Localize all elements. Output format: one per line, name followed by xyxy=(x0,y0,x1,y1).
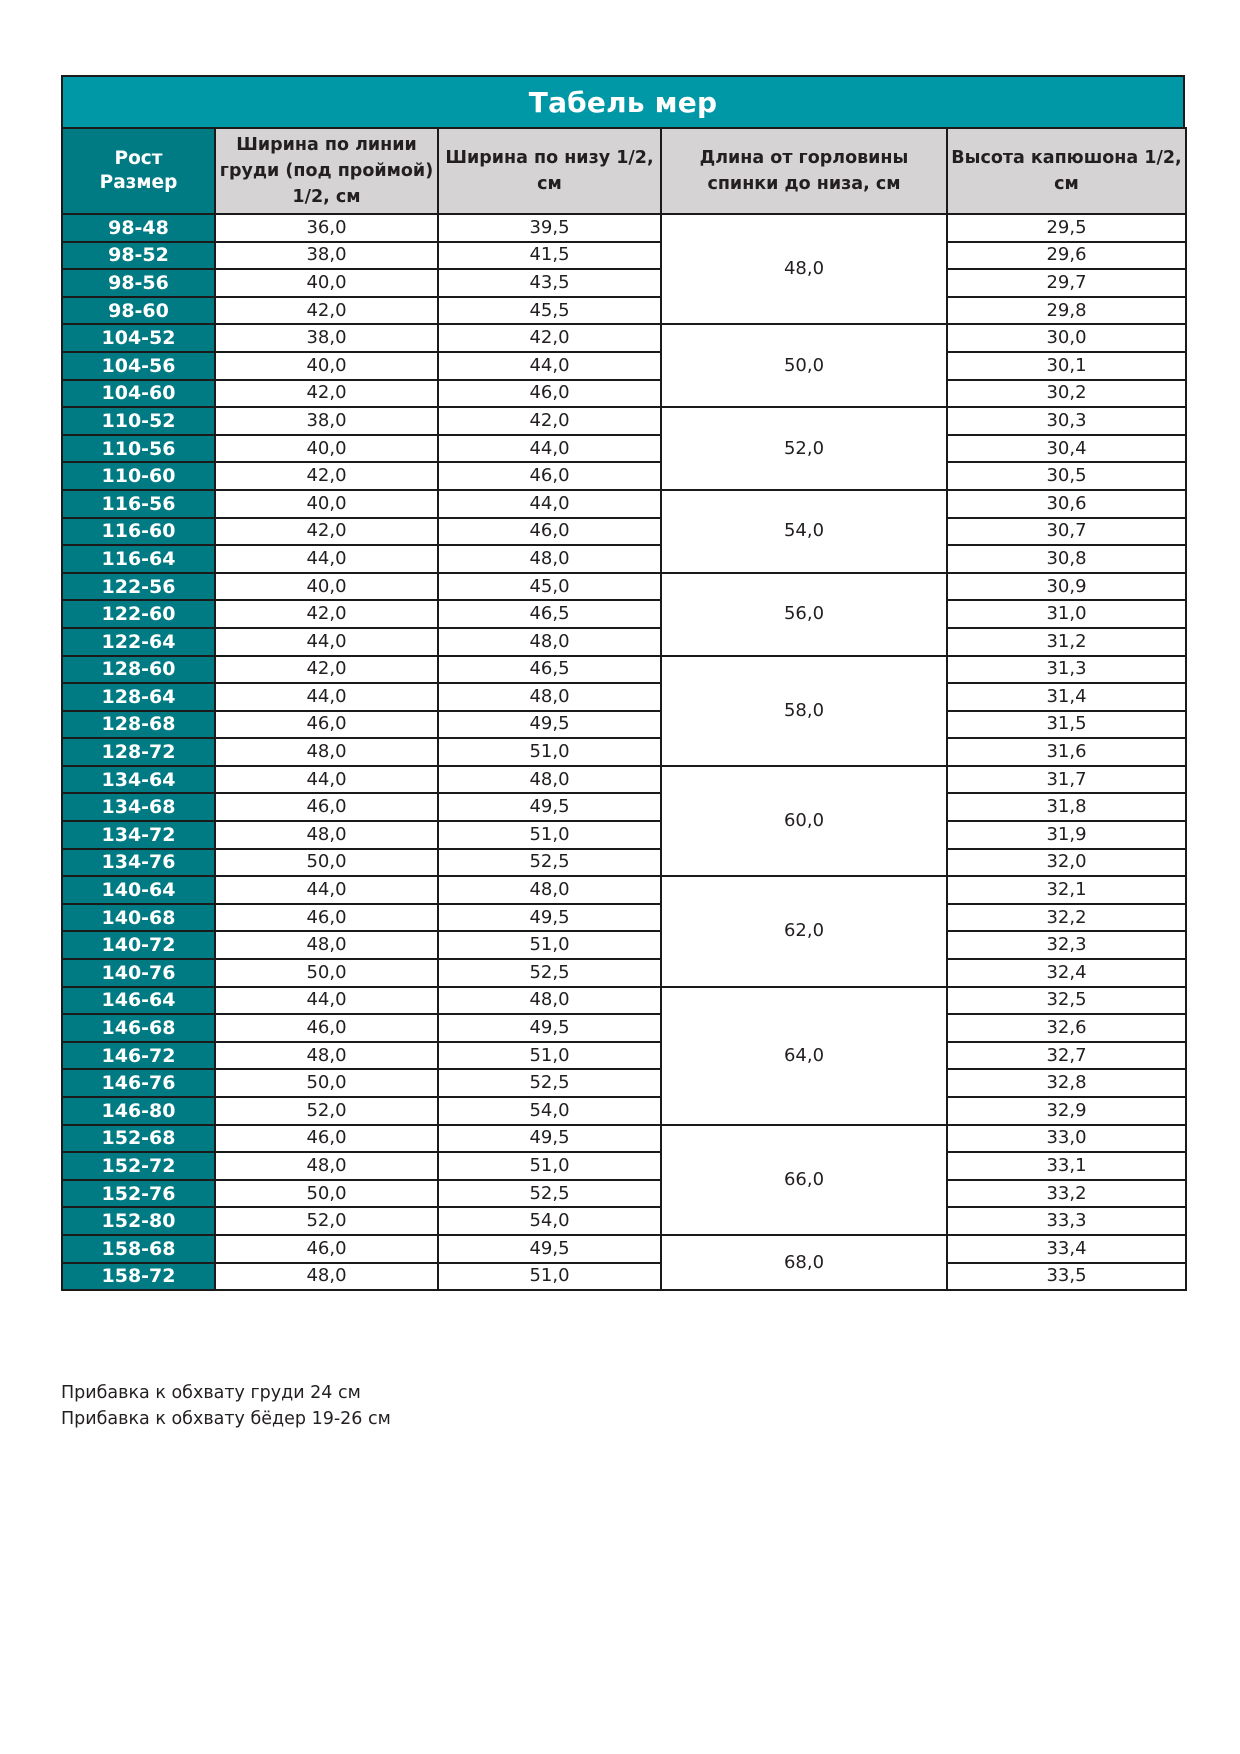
size-cell: 98-56 xyxy=(62,269,215,297)
header-back-length: Длина от горловины спинки до низа, см xyxy=(661,128,947,214)
hood-height-cell: 31,8 xyxy=(947,793,1186,821)
back-length-cell: 56,0 xyxy=(661,573,947,656)
size-cell: 116-64 xyxy=(62,545,215,573)
chest-width-cell: 38,0 xyxy=(215,242,438,270)
chest-width-cell: 50,0 xyxy=(215,959,438,987)
chest-width-cell: 44,0 xyxy=(215,545,438,573)
chest-width-cell: 46,0 xyxy=(215,793,438,821)
bottom-width-cell: 45,5 xyxy=(438,297,661,325)
table-row xyxy=(62,1207,1186,1235)
bottom-width-cell: 48,0 xyxy=(438,766,661,794)
chest-width-cell: 38,0 xyxy=(215,324,438,352)
header-hood-height: Высота капюшона 1/2, см xyxy=(947,128,1186,214)
table-row xyxy=(62,600,1186,628)
hood-height-cell: 33,4 xyxy=(947,1235,1186,1263)
header-row xyxy=(62,128,1186,214)
table-row xyxy=(62,324,1186,352)
table-row xyxy=(62,738,1186,766)
size-cell: 128-72 xyxy=(62,738,215,766)
table-row xyxy=(62,352,1186,380)
chest-width-cell: 42,0 xyxy=(215,297,438,325)
table-row xyxy=(62,987,1186,1015)
bottom-width-cell: 49,5 xyxy=(438,1235,661,1263)
header-bottom-width: Ширина по низу 1/2, см xyxy=(438,128,661,214)
table-row xyxy=(62,1180,1186,1208)
hood-height-cell: 32,9 xyxy=(947,1097,1186,1125)
table-row xyxy=(62,821,1186,849)
bottom-width-cell: 44,0 xyxy=(438,490,661,518)
table-row xyxy=(62,1097,1186,1125)
hood-height-cell: 30,8 xyxy=(947,545,1186,573)
table-row xyxy=(62,242,1186,270)
table-row xyxy=(62,1014,1186,1042)
size-cell: 140-64 xyxy=(62,876,215,904)
size-cell: 110-52 xyxy=(62,407,215,435)
table-row xyxy=(62,380,1186,408)
size-cell: 134-72 xyxy=(62,821,215,849)
measurements-table xyxy=(61,127,1187,1291)
chest-width-cell: 48,0 xyxy=(215,821,438,849)
table-row xyxy=(62,931,1186,959)
table-row xyxy=(62,1152,1186,1180)
chest-width-cell: 42,0 xyxy=(215,380,438,408)
table-row xyxy=(62,959,1186,987)
chart-title: Табель мер xyxy=(528,85,718,119)
table-row xyxy=(62,656,1186,684)
bottom-width-cell: 43,5 xyxy=(438,269,661,297)
size-cell: 98-48 xyxy=(62,214,215,242)
bottom-width-cell: 48,0 xyxy=(438,876,661,904)
bottom-width-cell: 48,0 xyxy=(438,628,661,656)
header-size-line: Рост xyxy=(114,148,163,169)
hood-height-cell: 32,6 xyxy=(947,1014,1186,1042)
table-row xyxy=(62,545,1186,573)
size-cell: 122-64 xyxy=(62,628,215,656)
table-row xyxy=(62,1125,1186,1153)
hood-height-cell: 29,7 xyxy=(947,269,1186,297)
hood-height-cell: 31,7 xyxy=(947,766,1186,794)
bottom-width-cell: 46,5 xyxy=(438,600,661,628)
note-hip-allowance: Прибавка к обхвату бёдер 19-26 см xyxy=(61,1409,391,1429)
bottom-width-cell: 54,0 xyxy=(438,1097,661,1125)
size-cell: 122-56 xyxy=(62,573,215,601)
hood-height-cell: 31,3 xyxy=(947,656,1186,684)
back-length-cell: 58,0 xyxy=(661,656,947,766)
chest-width-cell: 48,0 xyxy=(215,931,438,959)
hood-height-cell: 33,5 xyxy=(947,1263,1186,1291)
bottom-width-cell: 52,5 xyxy=(438,959,661,987)
table-row xyxy=(62,297,1186,325)
bottom-width-cell: 42,0 xyxy=(438,324,661,352)
table-row xyxy=(62,435,1186,463)
size-cell: 152-72 xyxy=(62,1152,215,1180)
chest-width-cell: 44,0 xyxy=(215,683,438,711)
size-cell: 146-64 xyxy=(62,987,215,1015)
size-cell: 104-52 xyxy=(62,324,215,352)
chest-width-cell: 48,0 xyxy=(215,1263,438,1291)
table-row xyxy=(62,462,1186,490)
bottom-width-cell: 51,0 xyxy=(438,1042,661,1070)
size-cell: 146-76 xyxy=(62,1069,215,1097)
chest-width-cell: 40,0 xyxy=(215,573,438,601)
hood-height-cell: 31,2 xyxy=(947,628,1186,656)
table-row xyxy=(62,904,1186,932)
chest-width-cell: 46,0 xyxy=(215,1014,438,1042)
size-cell: 152-68 xyxy=(62,1125,215,1153)
size-cell: 158-72 xyxy=(62,1263,215,1291)
back-length-cell: 66,0 xyxy=(661,1125,947,1235)
hood-height-cell: 31,0 xyxy=(947,600,1186,628)
chest-width-cell: 44,0 xyxy=(215,876,438,904)
bottom-width-cell: 44,0 xyxy=(438,435,661,463)
size-cell: 122-60 xyxy=(62,600,215,628)
back-length-cell: 62,0 xyxy=(661,876,947,986)
size-cell: 116-56 xyxy=(62,490,215,518)
table-row xyxy=(62,849,1186,877)
size-cell: 98-52 xyxy=(62,242,215,270)
bottom-width-cell: 49,5 xyxy=(438,711,661,739)
back-length-cell: 48,0 xyxy=(661,214,947,324)
hood-height-cell: 31,5 xyxy=(947,711,1186,739)
chest-width-cell: 48,0 xyxy=(215,738,438,766)
hood-height-cell: 32,5 xyxy=(947,987,1186,1015)
bottom-width-cell: 46,0 xyxy=(438,380,661,408)
back-length-cell: 52,0 xyxy=(661,407,947,490)
bottom-width-cell: 52,5 xyxy=(438,849,661,877)
bottom-width-cell: 46,0 xyxy=(438,518,661,546)
chest-width-cell: 50,0 xyxy=(215,849,438,877)
header-size xyxy=(62,128,215,214)
header-size-line: Размер xyxy=(99,172,178,193)
bottom-width-cell: 49,5 xyxy=(438,793,661,821)
hood-height-cell: 33,1 xyxy=(947,1152,1186,1180)
header-chest-width: Ширина по линии груди (под проймой) 1/2, см xyxy=(215,128,438,214)
chest-width-cell: 42,0 xyxy=(215,462,438,490)
size-cell: 116-60 xyxy=(62,518,215,546)
chest-width-cell: 52,0 xyxy=(215,1207,438,1235)
size-cell: 134-76 xyxy=(62,849,215,877)
notes xyxy=(61,1380,391,1432)
back-length-cell: 68,0 xyxy=(661,1235,947,1290)
chest-width-cell: 38,0 xyxy=(215,407,438,435)
bottom-width-cell: 51,0 xyxy=(438,738,661,766)
chest-width-cell: 46,0 xyxy=(215,1235,438,1263)
size-cell: 110-56 xyxy=(62,435,215,463)
hood-height-cell: 30,2 xyxy=(947,380,1186,408)
hood-height-cell: 32,2 xyxy=(947,904,1186,932)
table-row xyxy=(62,214,1186,242)
hood-height-cell: 29,6 xyxy=(947,242,1186,270)
size-cell: 98-60 xyxy=(62,297,215,325)
bottom-width-cell: 52,5 xyxy=(438,1069,661,1097)
bottom-width-cell: 52,5 xyxy=(438,1180,661,1208)
chest-width-cell: 46,0 xyxy=(215,711,438,739)
size-cell: 146-80 xyxy=(62,1097,215,1125)
hood-height-cell: 33,0 xyxy=(947,1125,1186,1153)
table-body xyxy=(62,214,1186,1290)
size-cell: 158-68 xyxy=(62,1235,215,1263)
size-cell: 152-76 xyxy=(62,1180,215,1208)
size-cell: 140-76 xyxy=(62,959,215,987)
hood-height-cell: 29,5 xyxy=(947,214,1186,242)
hood-height-cell: 30,7 xyxy=(947,518,1186,546)
bottom-width-cell: 51,0 xyxy=(438,821,661,849)
table-row xyxy=(62,1263,1186,1291)
bottom-width-cell: 39,5 xyxy=(438,214,661,242)
back-length-cell: 64,0 xyxy=(661,987,947,1125)
hood-height-cell: 33,2 xyxy=(947,1180,1186,1208)
hood-height-cell: 32,1 xyxy=(947,876,1186,904)
back-length-cell: 60,0 xyxy=(661,766,947,876)
hood-height-cell: 29,8 xyxy=(947,297,1186,325)
size-chart xyxy=(61,75,1185,1291)
chest-width-cell: 36,0 xyxy=(215,214,438,242)
table-row xyxy=(62,407,1186,435)
table-row xyxy=(62,1235,1186,1263)
table-row xyxy=(62,876,1186,904)
chest-width-cell: 44,0 xyxy=(215,766,438,794)
chest-width-cell: 46,0 xyxy=(215,1125,438,1153)
bottom-width-cell: 49,5 xyxy=(438,1014,661,1042)
size-cell: 134-64 xyxy=(62,766,215,794)
hood-height-cell: 30,3 xyxy=(947,407,1186,435)
back-length-cell: 54,0 xyxy=(661,490,947,573)
hood-height-cell: 33,3 xyxy=(947,1207,1186,1235)
bottom-width-cell: 49,5 xyxy=(438,1125,661,1153)
chest-width-cell: 40,0 xyxy=(215,269,438,297)
bottom-width-cell: 51,0 xyxy=(438,931,661,959)
bottom-width-cell: 46,0 xyxy=(438,462,661,490)
chest-width-cell: 44,0 xyxy=(215,987,438,1015)
table-row xyxy=(62,793,1186,821)
size-cell: 110-60 xyxy=(62,462,215,490)
table-row xyxy=(62,490,1186,518)
hood-height-cell: 30,4 xyxy=(947,435,1186,463)
table-row xyxy=(62,711,1186,739)
size-cell: 152-80 xyxy=(62,1207,215,1235)
size-cell: 146-68 xyxy=(62,1014,215,1042)
chest-width-cell: 40,0 xyxy=(215,352,438,380)
hood-height-cell: 30,6 xyxy=(947,490,1186,518)
chest-width-cell: 44,0 xyxy=(215,628,438,656)
bottom-width-cell: 45,0 xyxy=(438,573,661,601)
bottom-width-cell: 49,5 xyxy=(438,904,661,932)
chest-width-cell: 46,0 xyxy=(215,904,438,932)
hood-height-cell: 32,3 xyxy=(947,931,1186,959)
bottom-width-cell: 51,0 xyxy=(438,1263,661,1291)
bottom-width-cell: 41,5 xyxy=(438,242,661,270)
size-cell: 104-60 xyxy=(62,380,215,408)
bottom-width-cell: 42,0 xyxy=(438,407,661,435)
hood-height-cell: 31,9 xyxy=(947,821,1186,849)
chest-width-cell: 42,0 xyxy=(215,518,438,546)
bottom-width-cell: 48,0 xyxy=(438,683,661,711)
size-cell: 128-60 xyxy=(62,656,215,684)
hood-height-cell: 31,6 xyxy=(947,738,1186,766)
chest-width-cell: 48,0 xyxy=(215,1152,438,1180)
size-cell: 140-72 xyxy=(62,931,215,959)
hood-height-cell: 30,5 xyxy=(947,462,1186,490)
size-cell: 104-56 xyxy=(62,352,215,380)
table-row xyxy=(62,1069,1186,1097)
table-row xyxy=(62,518,1186,546)
chest-width-cell: 40,0 xyxy=(215,435,438,463)
table-row xyxy=(62,766,1186,794)
size-cell: 140-68 xyxy=(62,904,215,932)
note-chest-allowance: Прибавка к обхвату груди 24 см xyxy=(61,1383,361,1403)
hood-height-cell: 32,4 xyxy=(947,959,1186,987)
back-length-cell: 50,0 xyxy=(661,324,947,407)
size-cell: 134-68 xyxy=(62,793,215,821)
title-bar xyxy=(61,75,1185,127)
bottom-width-cell: 48,0 xyxy=(438,987,661,1015)
hood-height-cell: 30,1 xyxy=(947,352,1186,380)
hood-height-cell: 32,7 xyxy=(947,1042,1186,1070)
table-row xyxy=(62,683,1186,711)
chest-width-cell: 42,0 xyxy=(215,600,438,628)
chest-width-cell: 40,0 xyxy=(215,490,438,518)
hood-height-cell: 30,9 xyxy=(947,573,1186,601)
chest-width-cell: 50,0 xyxy=(215,1069,438,1097)
bottom-width-cell: 54,0 xyxy=(438,1207,661,1235)
bottom-width-cell: 44,0 xyxy=(438,352,661,380)
bottom-width-cell: 51,0 xyxy=(438,1152,661,1180)
chest-width-cell: 52,0 xyxy=(215,1097,438,1125)
table-row xyxy=(62,573,1186,601)
chest-width-cell: 50,0 xyxy=(215,1180,438,1208)
size-cell: 128-68 xyxy=(62,711,215,739)
hood-height-cell: 30,0 xyxy=(947,324,1186,352)
chest-width-cell: 48,0 xyxy=(215,1042,438,1070)
hood-height-cell: 31,4 xyxy=(947,683,1186,711)
hood-height-cell: 32,0 xyxy=(947,849,1186,877)
bottom-width-cell: 48,0 xyxy=(438,545,661,573)
table-row xyxy=(62,269,1186,297)
size-cell: 146-72 xyxy=(62,1042,215,1070)
chest-width-cell: 42,0 xyxy=(215,656,438,684)
hood-height-cell: 32,8 xyxy=(947,1069,1186,1097)
table-row xyxy=(62,1042,1186,1070)
size-cell: 128-64 xyxy=(62,683,215,711)
table-row xyxy=(62,628,1186,656)
bottom-width-cell: 46,5 xyxy=(438,656,661,684)
